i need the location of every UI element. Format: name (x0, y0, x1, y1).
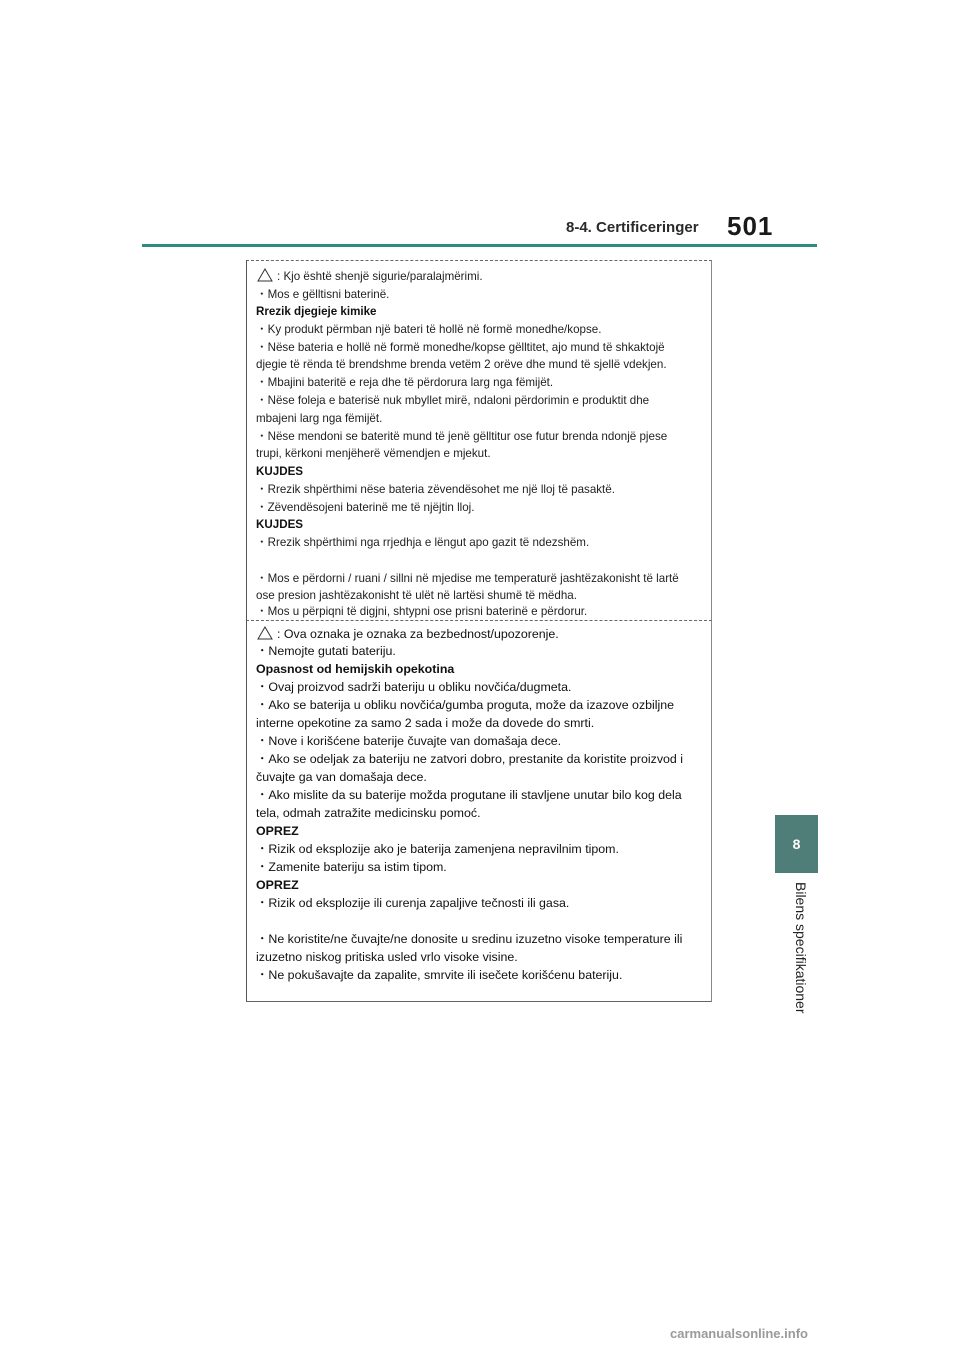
serbian-line-5: interne opekotine za samo 2 sada i može da dovede do smrti. (256, 716, 595, 730)
serbian-line-15: ・Rizik od eksplozije ili curenja zapaljive tečnosti ili gasa. (256, 896, 570, 910)
serbian-line-0: : Ova oznaka je oznaka za bezbednost/upozorenje. (277, 627, 559, 641)
albanian-line-14: KUJDES (256, 518, 304, 531)
serbian-line-1: ・Nemojte gutati bateriju. (256, 644, 396, 658)
albanian-line-13: ・Zëvendësojeni baterinë me të njëjtin lloj. (256, 501, 475, 514)
watermark: carmanualsonline.info (670, 1326, 808, 1341)
serbian-line-2: Opasnost od hemijskih opekotina (256, 662, 455, 676)
albanian-line-2: Rrezik djegieje kimike (256, 305, 377, 318)
serbian-line-12: ・Rizik od eksplozije ako je baterija zamenjena nepravilnim tipom. (256, 842, 619, 856)
albanian-line-6: ・Mbajini bateritë e reja dhe të përdorura larg nga fëmijët. (256, 376, 554, 389)
albanian-line-1: ・Mos e gëlltisni baterinë. (256, 288, 390, 301)
serbian-line-6: ・Nove i korišćene baterije čuvajte van domašaja dece. (256, 734, 562, 748)
serbian-line-9: ・Ako mislite da su baterije možda progutane ili stavljene unutar bilo kog dela (256, 788, 682, 802)
albanian-line-10: trupi, kërkoni menjëherë vëmendjen e mjekut. (256, 447, 491, 460)
chapter-tab: 8 (775, 815, 818, 873)
chapter-label: Bilens specifikationer (793, 882, 809, 1014)
warning-triangle-icon (257, 268, 273, 282)
serbian-line-17: izuzetno niskog pritiska usled vrlo visoke visine. (256, 950, 518, 964)
albanian-line-8: mbajeni larg nga fëmijët. (256, 412, 383, 425)
albanian-line-17: ose presion jashtëzakonisht të ulët në lartësi shumë të mëdha. (256, 589, 577, 602)
albanian-line-9: ・Nëse mendoni se bateritë mund të jenë gëlltitur ose futur brenda ndonjë pjese (256, 430, 668, 443)
albanian-line-0: : Kjo është shenjë sigurie/paralajmërimi. (277, 270, 483, 283)
serbian-line-10: tela, odmah zatražite medicinsku pomoć. (256, 806, 481, 820)
serbian-warning-line (256, 626, 559, 641)
serbian-line-18: ・Ne pokušavajte da zapalite, smrvite ili isečete korišćenu bateriju. (256, 968, 623, 982)
albanian-line-12: ・Rrezik shpërthimi nëse bateria zëvendësohet me një lloj të pasaktë. (256, 483, 615, 496)
serbian-line-11: OPREZ (256, 824, 299, 838)
serbian-line-16: ・Ne koristite/ne čuvajte/ne donosite u sredinu izuzetno visoke temperature ili (256, 932, 683, 946)
serbian-line-4: ・Ako se baterija u obliku novčića/gumba proguta, može da izazove ozbiljne (256, 698, 675, 712)
page-number: 501 (727, 211, 774, 241)
serbian-line-3: ・Ovaj proizvod sadrži bateriju u obliku novčića/dugmeta. (256, 680, 572, 694)
section-title: 8-4. Certificeringer (566, 219, 699, 236)
albanian-line-11: KUJDES (256, 465, 304, 478)
header-rule (142, 244, 817, 247)
albanian-line-18: ・Mos u përpiqni të digjni, shtypni ose prisni baterinë e përdorur. (256, 605, 588, 618)
warning-triangle-icon (257, 626, 273, 640)
serbian-line-14: OPREZ (256, 878, 299, 892)
albanian-line-4: ・Nëse bateria e hollë në formë monedhe/kopse gëlltitet, ajo mund të shkaktojë (256, 341, 665, 354)
albanian-line-7: ・Nëse foleja e baterisë nuk mbyllet mirë, ndaloni përdorimin e produktit dhe (256, 394, 650, 407)
albanian-warning-line (256, 268, 483, 284)
albanian-line-5: djegie të rënda të brendshme brenda vetëm 2 orëve dhe mund të sjellë vdekjen. (256, 358, 667, 371)
serbian-line-8: čuvajte ga van domašaja dece. (256, 770, 427, 784)
serbian-line-7: ・Ako se odeljak za bateriju ne zatvori dobro, prestanite da koristite proizvod i (256, 752, 684, 766)
albanian-line-3: ・Ky produkt përmban një bateri të hollë në formë monedhe/kopse. (256, 323, 602, 336)
albanian-line-15: ・Rrezik shpërthimi nga rrjedhja e lëngut apo gazit të ndezshëm. (256, 536, 590, 549)
serbian-line-13: ・Zamenite bateriju sa istim tipom. (256, 860, 447, 874)
albanian-line-16: ・Mos e përdorni / ruani / sillni në mjedise me temperaturë jashtëzakonisht të lartë (256, 572, 679, 585)
